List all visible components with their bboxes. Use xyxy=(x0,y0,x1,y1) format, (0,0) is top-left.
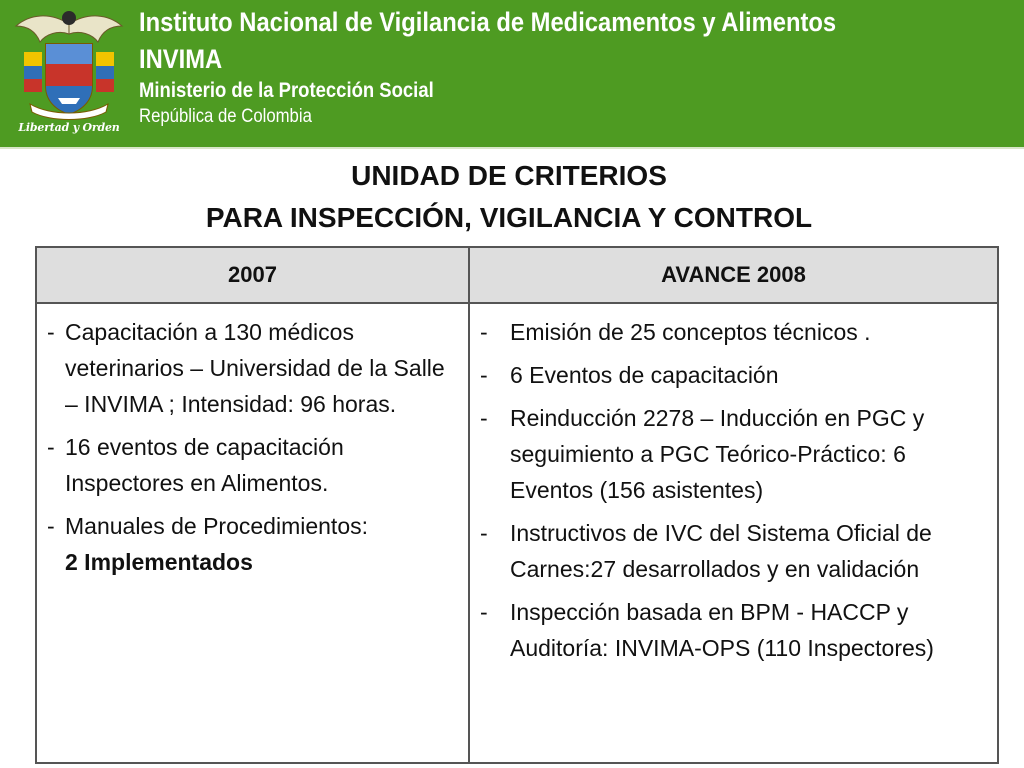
ministry-name: Ministerio de la Protección Social xyxy=(139,79,434,102)
list-bullet: - xyxy=(480,599,488,625)
list-bullet: - xyxy=(480,362,488,388)
list-item-text: 6 Eventos de capacitación xyxy=(510,362,779,388)
list-item-text: Inspección basada en BPM - HACCP y Auditoría: INVIMA-OPS (110 Inspectores) xyxy=(510,599,934,661)
column-header-2007: 2007 xyxy=(36,247,469,303)
list-bullet: - xyxy=(47,434,55,460)
list-bullet: - xyxy=(47,319,55,345)
list-item-text: Manuales de Procedimientos: xyxy=(65,513,368,539)
institute-name: Instituto Nacional de Vigilancia de Medicamentos y Alimentos xyxy=(139,7,837,37)
list-item xyxy=(480,594,987,666)
list-item-content xyxy=(65,508,458,580)
table-header-row xyxy=(36,247,998,303)
column-header-avance-2008: AVANCE 2008 xyxy=(469,247,998,303)
list-item-text: Instructivos de IVC del Sistema Oficial de Carnes:27 desarrollados y en validación xyxy=(510,520,932,582)
list-item xyxy=(47,314,458,422)
list-bullet: - xyxy=(480,319,488,345)
criteria-table xyxy=(35,246,999,764)
list-item xyxy=(47,429,458,501)
list-item-text: Emisión de 25 conceptos técnicos . xyxy=(510,319,871,345)
seal-motto: Libertad y Orden xyxy=(18,121,120,134)
list-bullet: - xyxy=(480,405,488,431)
country-name: República de Colombia xyxy=(139,106,312,127)
list-item-text: Capacitación a 130 médicos veterinarios – Universidad de la Salle – INVIMA ; Intensidad: 96 horas. xyxy=(65,319,445,417)
list-item xyxy=(480,314,987,350)
header-divider xyxy=(0,147,1024,149)
slide-title-line-1: UNIDAD DE CRITERIOS xyxy=(351,160,667,191)
coat-of-arms-seal xyxy=(10,4,128,144)
list-item xyxy=(480,515,987,587)
list-item xyxy=(480,357,987,393)
institute-acronym: INVIMA xyxy=(139,44,223,74)
list-item-text: 16 eventos de capacitación Inspectores en Alimentos. xyxy=(65,434,344,496)
list-item-text: Reinducción 2278 – Inducción en PGC y seguimiento a PGC Teórico-Práctico: 6 Eventos (156 asistentes) xyxy=(510,405,925,503)
column-avance-2008-cell xyxy=(469,303,998,763)
list-item xyxy=(480,400,987,508)
list-bullet: - xyxy=(480,520,488,546)
list-bullet: - xyxy=(47,513,55,539)
column-2007-cell xyxy=(36,303,469,763)
list-item-highlight: 2 Implementados xyxy=(65,549,253,575)
list-item xyxy=(47,508,458,580)
header-banner xyxy=(0,0,1024,147)
slide-title-line-2: PARA INSPECCIÓN, VIGILANCIA Y CONTROL xyxy=(205,202,813,233)
table-row xyxy=(36,303,998,763)
